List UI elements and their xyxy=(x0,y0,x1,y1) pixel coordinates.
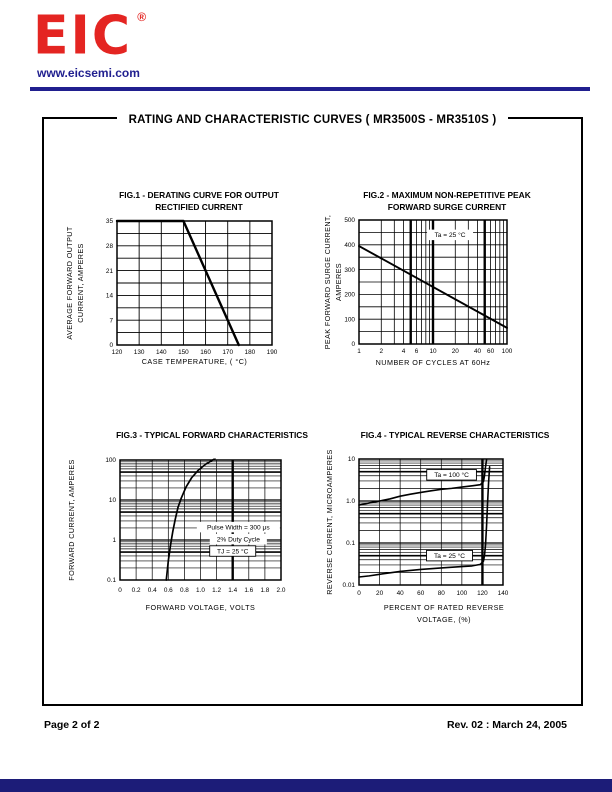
page-title: RATING AND CHARACTERISTIC CURVES ( MR3500S - MR3510S ) xyxy=(117,114,509,126)
header-rule xyxy=(30,87,590,91)
y-axis-label: AMPERES xyxy=(334,263,343,301)
svg-text:130: 130 xyxy=(133,349,145,356)
eic-logo xyxy=(33,5,147,68)
svg-text:1.2: 1.2 xyxy=(212,587,222,594)
svg-text:21: 21 xyxy=(105,267,113,275)
chart-title: RECTIFIED CURRENT xyxy=(155,202,243,212)
chart-annotation: 2% Duty Cycle xyxy=(216,536,260,544)
website-url[interactable]: www.eicsemi.com xyxy=(37,66,140,80)
bottom-bar xyxy=(0,779,612,792)
svg-text:0.1: 0.1 xyxy=(107,577,116,585)
svg-text:400: 400 xyxy=(344,242,355,249)
svg-text:100: 100 xyxy=(501,348,513,355)
svg-text:80: 80 xyxy=(437,590,445,597)
fig1-derating-curve-chart xyxy=(60,188,312,393)
svg-text:0.6: 0.6 xyxy=(163,587,173,594)
svg-text:0.01: 0.01 xyxy=(342,582,355,590)
svg-text:40: 40 xyxy=(396,590,404,597)
svg-text:60: 60 xyxy=(487,348,495,355)
svg-text:0: 0 xyxy=(357,590,361,597)
registered-trademark-icon: ® xyxy=(137,10,147,24)
x-axis-label: VOLTAGE, (%) xyxy=(416,615,472,624)
svg-text:150: 150 xyxy=(178,349,189,356)
svg-text:100: 100 xyxy=(344,316,355,324)
svg-text:0.1: 0.1 xyxy=(346,540,355,548)
reverse-current-100C xyxy=(359,460,487,505)
x-axis-label: NUMBER OF CYCLES AT 60Hz xyxy=(375,358,491,367)
chart-title: FIG.3 - TYPICAL FORWARD CHARACTERISTICS xyxy=(116,430,308,440)
chart-title: FIG.1 - DERATING CURVE FOR OUTPUT xyxy=(119,190,279,200)
svg-text:1: 1 xyxy=(112,537,116,545)
svg-text:170: 170 xyxy=(222,349,234,356)
chart-title: FIG.2 - MAXIMUM NON-REPETITIVE PEAK xyxy=(363,190,531,200)
svg-text:0: 0 xyxy=(118,587,122,594)
svg-text:28: 28 xyxy=(105,243,113,250)
x-axis-label: CASE TEMPERATURE, ( °C) xyxy=(141,357,248,366)
chart-annotation: Ta = 100 °C xyxy=(434,472,469,480)
svg-text:0: 0 xyxy=(109,342,113,350)
svg-text:4: 4 xyxy=(401,348,406,355)
y-axis-label: AVERAGE FORWARD OUTPUT xyxy=(65,226,74,340)
fig3-forward-characteristics-chart xyxy=(60,428,312,629)
svg-text:100: 100 xyxy=(105,457,116,465)
svg-text:7: 7 xyxy=(109,317,113,325)
chart-annotation: TJ = 25 °C xyxy=(216,548,249,556)
svg-text:200: 200 xyxy=(344,291,355,299)
page-title-wrap xyxy=(44,110,581,128)
svg-text:2.0: 2.0 xyxy=(276,587,286,594)
svg-text:14: 14 xyxy=(105,292,113,300)
y-axis-label: CURRENT, AMPERES xyxy=(76,243,85,323)
svg-text:6: 6 xyxy=(414,348,419,355)
revision-date: Rev. 02 : March 24, 2005 xyxy=(446,719,567,731)
y-axis-label: PEAK FORWARD SURGE CURRENT, xyxy=(323,214,332,350)
fig4-reverse-characteristics-chart xyxy=(318,428,578,633)
y-axis-label: FORWARD CURRENT, AMPERES xyxy=(67,459,76,581)
svg-text:20: 20 xyxy=(451,348,459,355)
svg-text:0.4: 0.4 xyxy=(147,587,157,594)
svg-text:120: 120 xyxy=(477,590,488,597)
svg-text:2: 2 xyxy=(379,348,384,355)
svg-text:35: 35 xyxy=(105,218,113,226)
svg-text:1.0: 1.0 xyxy=(196,587,205,594)
svg-text:0.2: 0.2 xyxy=(131,587,141,594)
svg-text:190: 190 xyxy=(266,349,278,356)
svg-text:0.8: 0.8 xyxy=(179,587,189,594)
svg-text:40: 40 xyxy=(473,348,482,355)
svg-text:10: 10 xyxy=(347,456,355,464)
svg-text:10: 10 xyxy=(108,497,116,505)
svg-text:0: 0 xyxy=(351,341,355,349)
svg-text:1.4: 1.4 xyxy=(228,587,238,594)
svg-text:10: 10 xyxy=(429,348,437,355)
x-axis-label: FORWARD VOLTAGE, VOLTS xyxy=(145,603,256,612)
svg-text:500: 500 xyxy=(344,217,355,225)
svg-text:300: 300 xyxy=(344,266,355,274)
fig2-surge-current-chart xyxy=(318,188,578,393)
svg-text:60: 60 xyxy=(417,590,425,597)
eic-logo-text: EIC xyxy=(33,5,133,67)
svg-text:1.0: 1.0 xyxy=(346,498,355,506)
chart-annotation: Ta = 25 °C xyxy=(434,232,466,240)
svg-text:1: 1 xyxy=(357,348,361,355)
chart-annotation: Pulse Width = 300 μs xyxy=(207,524,270,532)
svg-text:1.6: 1.6 xyxy=(244,587,254,594)
forward-characteristic xyxy=(166,459,215,580)
svg-text:160: 160 xyxy=(200,349,211,356)
chart-annotation: Ta = 25 °C xyxy=(433,552,466,560)
y-axis-label: REVERSE CURRENT, MICROAMPERES xyxy=(325,449,334,595)
svg-text:140: 140 xyxy=(155,349,167,356)
svg-text:120: 120 xyxy=(111,349,123,356)
svg-text:140: 140 xyxy=(497,590,509,597)
svg-text:100: 100 xyxy=(456,590,468,597)
svg-text:20: 20 xyxy=(376,590,384,597)
svg-text:180: 180 xyxy=(244,349,256,356)
chart-title: FORWARD SURGE CURRENT xyxy=(387,202,507,212)
chart-title: FIG.4 - TYPICAL REVERSE CHARACTERISTICS xyxy=(360,430,550,440)
svg-text:1.8: 1.8 xyxy=(260,587,270,594)
page-number: Page 2 of 2 xyxy=(44,719,100,731)
x-axis-label: PERCENT OF RATED REVERSE xyxy=(383,603,505,612)
